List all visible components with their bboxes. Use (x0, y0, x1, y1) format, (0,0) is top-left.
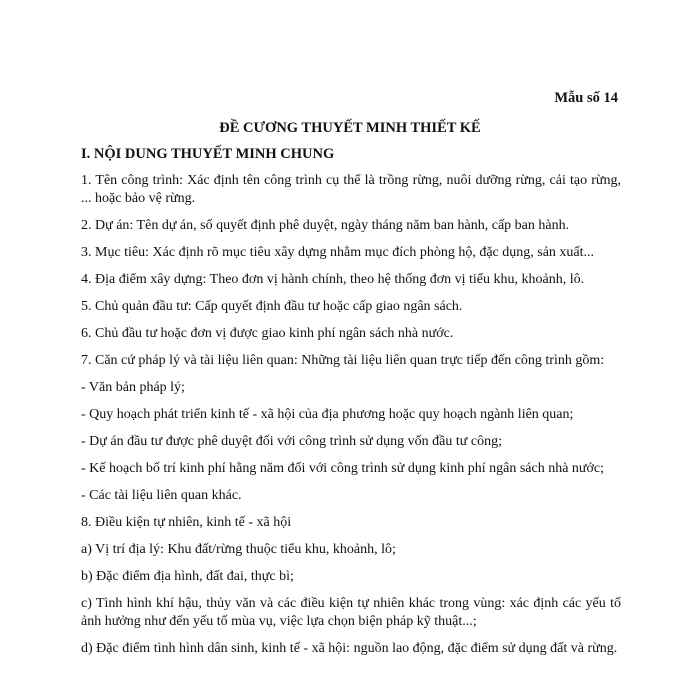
list-item-other-documents: - Các tài liệu liên quan khác. (81, 488, 242, 503)
paragraph-project-name: 1. Tên công trình: Xác định tên công trình cụ thể là trồng rừng, nuôi dưỡng rừng, cải tạo rừng, ... hoặc bảo vệ rừng. (81, 173, 621, 206)
section-body (81, 172, 621, 667)
sub-item-climate: c) Tình hình khí hậu, thủy văn và các điều kiện tự nhiên khác trong vùng: xác định các yếu tố ảnh hưởng như đến yếu tố mùa vụ, việc lựa chọn biện pháp kỹ thuật...; (81, 596, 621, 629)
section-heading: I. NỘI DUNG THUYẾT MINH CHUNG (81, 146, 335, 162)
paragraph-legal-basis: 7. Căn cứ pháp lý và tài liệu liên quan: Những tài liệu liên quan trực tiếp đến công trình gồm: (81, 353, 605, 368)
sub-item-socio-economic: d) Đặc điểm tình hình dân sinh, kinh tế - xã hội: nguồn lao động, đặc điểm sử dụng đất và rừng. (81, 641, 618, 656)
list-item-approved-project: - Dự án đầu tư được phê duyệt đối với công trình sử dụng vốn đầu tư công; (81, 434, 502, 449)
paragraph-investor: 6. Chủ đầu tư hoặc đơn vị được giao kinh phí ngân sách nhà nước. (81, 326, 454, 341)
paragraph-conditions: 8. Điều kiện tự nhiên, kinh tế - xã hội (81, 515, 292, 530)
sub-item-geographic-location: a) Vị trí địa lý: Khu đất/rừng thuộc tiểu khu, khoảnh, lô; (81, 542, 396, 557)
paragraph-objective: 3. Mục tiêu: Xác định rõ mục tiêu xây dựng nhằm mục đích phòng hộ, đặc dụng, sản xuất... (81, 245, 595, 260)
form-number: Mẫu số 14 (554, 90, 618, 106)
paragraph-project: 2. Dự án: Tên dự án, số quyết định phê duyệt, ngày tháng năm ban hành, cấp ban hành. (81, 218, 570, 233)
sub-item-terrain: b) Đặc điểm địa hình, đất đai, thực bì; (81, 569, 294, 584)
list-item-annual-budget-plan: - Kế hoạch bố trí kinh phí hằng năm đối với công trình sử dụng kinh phí ngân sách nhà nước; (81, 461, 605, 476)
paragraph-location: 4. Địa điểm xây dựng: Theo đơn vị hành chính, theo hệ thống đơn vị tiểu khu, khoảnh, lô. (81, 272, 585, 287)
document-title: ĐỀ CƯƠNG THUYẾT MINH THIẾT KẾ (219, 120, 481, 136)
list-item-legal-documents: - Văn bản pháp lý; (81, 380, 185, 395)
paragraph-investment-authority: 5. Chủ quản đầu tư: Cấp quyết định đầu tư hoặc cấp giao ngân sách. (81, 299, 463, 314)
list-item-development-plan: - Quy hoạch phát triển kinh tế - xã hội của địa phương hoặc quy hoạch ngành liên quan; (81, 407, 574, 422)
